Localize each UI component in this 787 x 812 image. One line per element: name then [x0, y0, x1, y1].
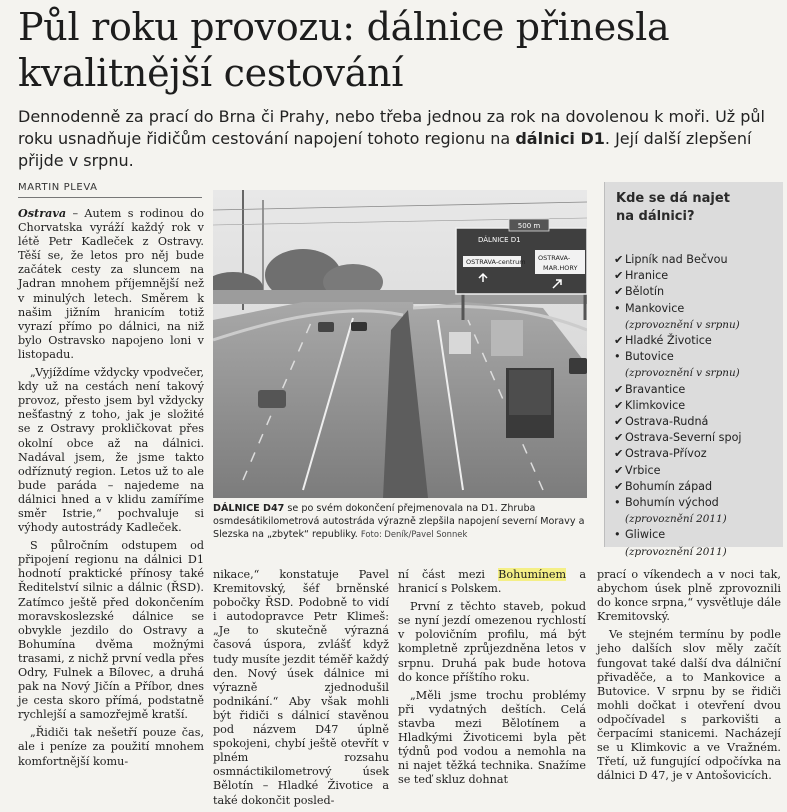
- sidebar-title: [616, 190, 776, 226]
- exit-list-item: [614, 479, 780, 495]
- highway-photo-illustration: [213, 190, 587, 498]
- article-column-4: [597, 568, 781, 787]
- exit-name: Klimkovice: [625, 398, 686, 412]
- check-icon: ✔: [614, 269, 624, 283]
- article-column-3: [398, 568, 586, 791]
- article-column-2: [213, 568, 389, 812]
- exit-list-item: [614, 446, 780, 462]
- exit-list-item: [614, 349, 780, 381]
- check-icon: ✔: [614, 463, 624, 477]
- lead-text-2: . Její další zlepšení přijde v srpnu.: [18, 129, 752, 170]
- bullet-icon: •: [614, 496, 621, 510]
- highlighted-word: Bohumínem: [498, 568, 567, 581]
- sign-left-label: OSTRAVA-centrum: [466, 258, 526, 266]
- exit-list-item: [614, 301, 780, 333]
- exit-name: Bělotín: [625, 285, 665, 299]
- exit-name: Gliwice: [625, 528, 666, 542]
- body-paragraph: S půlročním odstupem od připojení regionu na dálnici D1 hodnotí praktické přínosy také Ředitelství silnic a dálnic (ŘSD). Zatímco ještě před dokončením moravskoslezské dálnice se obvykle jezdilo do Ostravy a Bohumína dvěma možnými trasami, z nichž první vedla přes Odry, Fulnek a Bílovec, a druhá pak na Nový Jičín a Příbor, dnes je cesta skoro přímá, podstatně rychlejší a samozřejmě kratší.: [18, 539, 204, 722]
- check-icon: ✔: [614, 382, 624, 396]
- body-paragraph: „Měli jsme trochu problémy při vydatných deštích. Celá stavba mezi Bělotínem a Hladkými Životicemi byla pět týdnů pod vodou a nemohla na ni najet těžká technika. Snažíme se teď skluz dohnat: [398, 688, 586, 787]
- sign-right-label-2: MAR.HORY: [543, 264, 578, 272]
- exit-list-item: [614, 527, 780, 559]
- exit-name: Bohumín západ: [625, 479, 713, 493]
- exit-list-item: [614, 382, 780, 398]
- check-icon: ✔: [614, 447, 624, 461]
- sidebar-title-line-1: Kde se dá najet: [616, 191, 730, 206]
- exit-name: Bohumín východ: [625, 496, 719, 510]
- exit-note: (zprovoznění v srpnu): [625, 318, 740, 331]
- check-icon: ✔: [614, 285, 624, 299]
- exit-name: Lipník nad Bečvou: [625, 253, 728, 266]
- exit-note: (zprovoznění 2011): [625, 513, 727, 526]
- exit-list: [614, 252, 780, 560]
- exit-list-item: [614, 398, 780, 414]
- sidebar-title-line-2: na dálnici?: [616, 209, 695, 224]
- caption-text: se po svém dokončení přejmenovala na D1. Zhruba osmdesátikilometrová autostráda výrazně zlepšila napojení severní Moravy a Slezska na „zbytek“ republiky.: [213, 503, 585, 540]
- body-paragraph: Ostrava – Autem s rodinou do Chorvatska vyráží každý rok v létě Petr Kadleček z Ostravy. Těší se, že letos pro něj bude začátek cesty za sluncem na Jadran mnohem příjemnější než v minulých letech. Směrem k našim jižním hranicím totiž vyrazí přímo po dálnici, na niž bylo Ostravsko napojeno loni v listopadu.: [18, 206, 204, 361]
- sign-right-label-1: OSTRAVA-: [538, 254, 571, 262]
- exit-list-item: [614, 414, 780, 430]
- exit-name: Vrbice: [625, 463, 661, 477]
- sign-top-label: DÁLNICE D1: [478, 236, 521, 244]
- dateline-city: Ostrava: [18, 206, 67, 220]
- exit-name: Mankovice: [625, 301, 685, 315]
- highway-photo: [213, 190, 587, 498]
- exit-name: Bravantice: [625, 382, 686, 396]
- exit-list-item: [614, 463, 780, 479]
- exit-name: Ostrava-Severní spoj: [625, 431, 742, 445]
- photo-caption: [213, 502, 587, 541]
- exit-list-item: [614, 252, 780, 268]
- article-column-1: [18, 206, 204, 773]
- exit-list-item: [614, 268, 780, 284]
- photo-credit: Foto: Deník/Pavel Sonnek: [360, 529, 468, 539]
- check-icon: ✔: [614, 415, 624, 429]
- exit-list-item: [614, 430, 780, 446]
- exit-name: Ostrava-Přívoz: [625, 447, 707, 461]
- lead-text-1: Dennodenně za prací do Brna či Prahy, nebo třeba jednou za rok na dovolenou k moři. Už půl roku usnadňuje řidičům cestování napojení tohoto regionu na: [18, 107, 765, 148]
- exit-list-item: [614, 333, 780, 349]
- headline-line-1: Půl roku provozu: dálnice přinesla: [18, 5, 670, 49]
- body-paragraph: První z těchto staveb, pokud se nyní jezdí omezenou rychlostí v polovičním profilu, má být kompletně zprůjezdněna letos v srpnu. Druhá pak bude hotova do konce příštího roku.: [398, 600, 586, 684]
- lead-paragraph: [18, 106, 778, 172]
- check-icon: ✔: [614, 334, 624, 348]
- exit-note: (zprovoznění v srpnu): [625, 367, 740, 380]
- sign-distance: 500 m: [517, 222, 541, 230]
- body-paragraph: „Řidiči tak nešetří pouze čas, ale i peníze za použití mnohem komfortnější komu-: [18, 726, 204, 768]
- check-icon: ✔: [614, 398, 624, 412]
- exit-note: (zprovoznění 2011): [625, 545, 727, 558]
- exit-name: Hladké Životice: [625, 334, 712, 348]
- exit-list-item: [614, 284, 780, 300]
- caption-lead: DÁLNICE D47: [213, 503, 285, 514]
- byline-divider: [18, 197, 202, 198]
- headline-line-2: kvalitnější cestování: [18, 51, 404, 95]
- bullet-icon: •: [614, 301, 621, 315]
- lead-bold: dálnici D1: [515, 129, 605, 148]
- headline: [18, 4, 778, 96]
- exit-list-item: [614, 495, 780, 527]
- check-icon: ✔: [614, 253, 624, 266]
- body-paragraph: Ve stejném termínu by podle jeho dalších slov měly začít fungovat také další dva dálniční přivaděče, a to Mankovice a Butovice. V srpnu by se řidiči mohli dočkat i otevření dvou odpočívadel s parkovišti a čerpacími stanicemi. Nacházejí se u Klimkovic a ve Vražném. Třetí, už fungující odpočívka na dálnici D 47, je v Antošovicích.: [597, 628, 781, 783]
- author-byline: MARTIN PLEVA: [18, 182, 98, 193]
- body-paragraph: prací o víkendech a v noci tak, abychom úsek plně zprovoznili do konce srpna,“ vysvětluje dále Kremitovský.: [597, 568, 781, 624]
- exit-name: Butovice: [625, 350, 674, 364]
- bullet-icon: •: [614, 528, 621, 542]
- body-paragraph: nikace,“ konstatuje Pavel Kremitovský, šéf brněnské pobočky ŘSD. Podobně to vidí i autodopravce Petr Klimeš: „Je to skutečně výrazná časová úspora, zvlášť když tudy musíte jezdit téměř každý den. Nový úsek dálnice mi výrazně zjednodušil podnikání.“ Aby však mohli být řidiči s dálnicí stavěnou pod názvem D47 úplně spokojeni, chybí ještě otevřít v plném rozsahu osmnáctikilometrový úsek Bělotín – Hladké Životice a také dokončit posled-: [213, 568, 389, 807]
- exit-name: Hranice: [625, 269, 669, 283]
- body-paragraph: ní část mezi Bohumínem a hranicí s Polskem.: [398, 568, 586, 596]
- check-icon: ✔: [614, 431, 624, 445]
- bullet-icon: •: [614, 350, 621, 364]
- body-paragraph: „Vyjíždíme vždycky vpodvečer, kdy už na cestách není takový provoz, přesto jsem byl vždycky nešťastný z toho, jak je složité se z Ostravy prokličkovat přes okolní obce až na dálnici. Nadával jsem, že jsme takto odříznutý region. Letos už to ale bude paráda – najedeme na dálnici hned a v klidu zamíříme směr Istrie,“ pochvaluje si výhody autostrády Kadleček.: [18, 366, 204, 535]
- check-icon: ✔: [614, 479, 624, 493]
- exit-name: Ostrava-Rudná: [625, 415, 709, 429]
